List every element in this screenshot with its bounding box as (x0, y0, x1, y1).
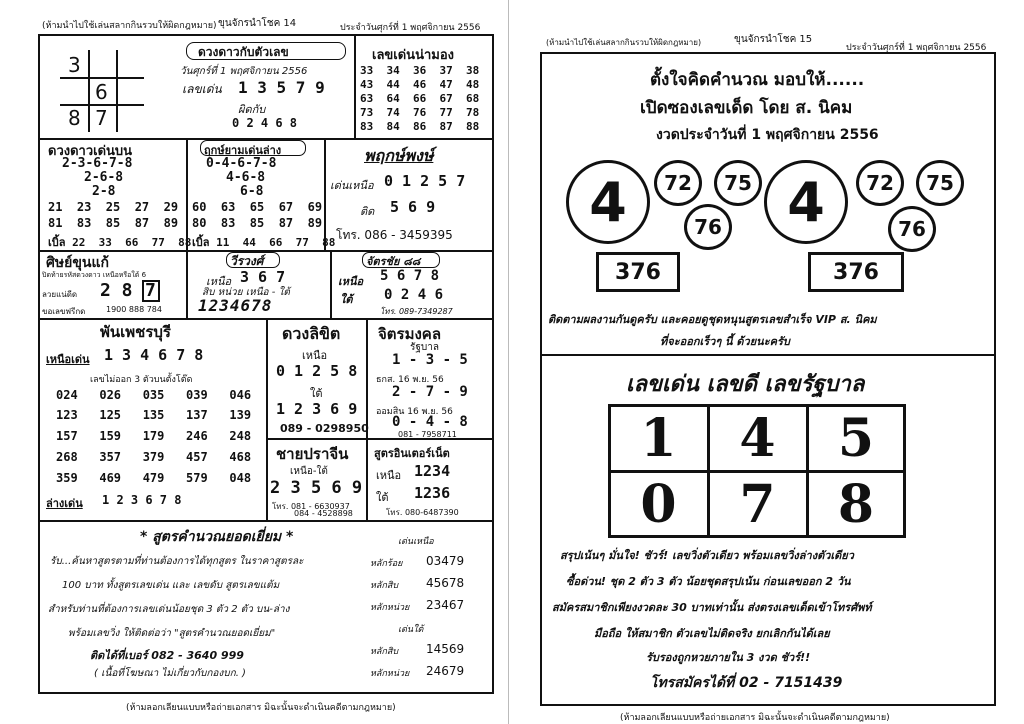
grid-digit: 7 (739, 473, 776, 535)
jit-sub: รัฐบาล (410, 342, 439, 353)
apply-label: โทรสมัครได้ที่ 02 - 7151439 (650, 675, 843, 691)
sut-over-label: เหนือ (376, 469, 402, 482)
formula-over-row-value: 23467 (426, 598, 465, 612)
chai-tel1: โทร. 081 - 6630937 (272, 502, 350, 511)
jit-date: ธกส. 16 พ.ย. 56 (376, 375, 444, 385)
number-circle: 76 (888, 206, 936, 252)
intro-line: งวดประจำวันที่ 1 พฤศจิกายน 2556 (656, 127, 879, 143)
right-header-date: ประจำวันศุกร์ที่ 1 พฤศจิกายน 2556 (846, 43, 987, 53)
duang-tel: 089 - 0298950 (280, 422, 369, 435)
left-header-note: (ห้ามนำไปใช้เล่นสลากกินรวบให้ผิดกฎหมาย) (42, 21, 217, 31)
watch-title: เลขเด่นน่ามอง (372, 48, 454, 63)
wirawong-big: 1234678 (198, 296, 273, 315)
number-circle: 76 (684, 204, 732, 250)
formula-line: ติดได้ที่เบอร์ 082 - 3640 999 (90, 649, 244, 662)
formula-under-row-value: 14569 (426, 642, 465, 656)
summary-line: ซื้อด่วน! ชุด 2 ตัว 3 ตัว น้อยชุดสรุปเน้น ก่อนเลขออก 2 วัน (566, 575, 851, 588)
wirawong-mix: สิบ หน่วย เหนือ - ใต้ (202, 287, 290, 298)
formula-line: สำหรับท่านที่ต้องการเลขเด่นน้อยชุด 3 ตัว 2 ตัว บน-ล่าง (48, 604, 290, 615)
jit-line: 1 - 3 - 5 (392, 352, 468, 368)
duang-under-label: ใต้ (310, 387, 323, 400)
phan-foot-nums: 1 2 3 6 7 8 (102, 493, 182, 507)
lower-line: 6-8 (240, 184, 264, 199)
follow-line: ติดตามผลงานกันดูครับ และคอยดูชุดหนุนสูตรเลขสำเร็จ VIP ส. นิคม (548, 313, 877, 326)
sut-under-nums: 1236 (414, 484, 451, 502)
jit-date: ออมสิน 16 พ.ย. 56 (376, 407, 453, 417)
phan-row: 123 125 135 137 139 (56, 408, 252, 422)
magic-cell: 7 (95, 106, 108, 130)
sut-over-nums: 1234 (414, 462, 451, 480)
pruet-over-nums: 0 1 2 5 7 (384, 172, 466, 190)
formula-over-row-label: หลักหน่วย (370, 603, 410, 613)
magic-cell: 6 (95, 80, 108, 104)
summary-line: สมัครสมาชิกเพียงงวดละ 30 บาทเท่านั้น ส่งตรงเลขเด็ดเข้าโทรศัพท์ (552, 601, 872, 614)
duang-title: ดวงลิขิต (282, 324, 341, 343)
star-date: วันศุกร์ที่ 1 พฤศจิกายน 2556 (180, 66, 308, 77)
chai-title: ชายปราจีน (276, 445, 349, 463)
jit-tel: 081 - 7958711 (398, 430, 457, 439)
upper-line: 2-6-8 (84, 170, 124, 185)
sisyai-label: ลวยแน่ดีด (42, 290, 78, 299)
lower-row: 80 83 85 87 89 (192, 216, 323, 230)
number-box: 376 (596, 252, 680, 292)
right-header-title: ขุนจักรนำโชค 15 (734, 34, 813, 45)
grid-digit: 1 (640, 407, 677, 469)
magic-cell: 8 (68, 106, 81, 130)
lower-line: 0-4-6-7-8 (206, 156, 277, 171)
number-circle: 72 (856, 160, 904, 206)
upper-row: 21 23 25 27 29 (48, 200, 179, 214)
formula-over-row-value: 03479 (426, 554, 465, 568)
number-circle: 75 (714, 160, 762, 206)
star-play-label: เลขเด่น (182, 82, 222, 96)
sisyai-phone: 1900 888 784 (106, 305, 162, 314)
right-footer: (ห้ามลอกเลียนแบบหรือถ่ายเอกสาร มิฉะนั้นจะดำเนินคดีตามกฎหมาย) (620, 713, 890, 723)
star-play-nums: 1 3 5 7 9 (238, 78, 325, 97)
upper-foot: เบิ้ล 22 33 66 77 88 (48, 236, 192, 249)
jattra-over-nums: 5 6 7 8 (380, 268, 440, 284)
upper-row: 81 83 85 87 89 (48, 216, 179, 230)
summary-line: มือถือ ให้สมาชิก ตัวเลขไม่ติดจริง ยกเลิกกันได้เลย (594, 627, 830, 640)
grid-digit: 4 (739, 407, 776, 469)
lower-title: ฤกษ์ยามเด่นล่าง (204, 144, 282, 157)
upper-line: 2-3-6-7-8 (62, 156, 133, 171)
phan-foot-label: ล่างเด่น (46, 497, 83, 510)
sisyai-box-num: 7 (145, 280, 156, 301)
formula-line: ( เนื้อที่โฆษณา ไม่เกี่ยวกับกองบก. ) (94, 668, 246, 679)
wirawong-over-label: เหนือ (206, 275, 232, 288)
grid-digit: 5 (837, 407, 875, 469)
duang-over-nums: 0 1 2 5 8 (276, 362, 358, 380)
formula-line: รับ...ค้นหาสูตรตามที่ท่านต้องการได้ทุกสูตร ในราคาสูตรละ (50, 556, 304, 567)
jit-line: 0 - 4 - 8 (392, 414, 468, 430)
watch-row: 83 84 86 87 88 (360, 120, 480, 133)
phan-note: เลขไม่ออก 3 ตัวบนตั้งโต๊ด (90, 375, 193, 385)
formula-line: พร้อมเลขวิ่ง ให้ติดต่อว่า "สูตรคำนวณยอดเยี่ยม" (68, 628, 276, 639)
formula-under-label: เด่นใต้ (398, 625, 424, 635)
formula-title: * สูตรคำนวณยอดเยี่ยม * (140, 529, 294, 545)
formula-under-row-label: หลักหน่วย (370, 669, 410, 679)
left-header-date: ประจำวันศุกร์ที่ 1 พฤศจิกายน 2556 (340, 23, 481, 33)
big-digit-circle: 4 (764, 160, 848, 244)
watch-row: 43 44 46 47 48 (360, 78, 480, 91)
upper-line: 2-8 (92, 184, 116, 199)
chai-over-label: เหนือ-ใต้ (290, 466, 328, 477)
duang-over-label: เหนือ (302, 349, 328, 362)
duang-under-nums: 1 2 3 6 9 (276, 400, 358, 418)
right-header-note: (ห้ามนำไปใช้เล่นสลากกินรวบให้ผิดกฎหมาย) (546, 38, 702, 47)
number-box: 376 (808, 252, 904, 292)
summary-line: รับรองถูกหวยภายใน 3 งวด ชัวร์!! (646, 651, 811, 664)
chai-nums: 2 3 5 6 9 (270, 478, 363, 498)
jattra-under-label: ใต้ (340, 293, 353, 306)
lower-line: 4-6-8 (226, 170, 266, 185)
jattra-over-label: เหนือ (338, 275, 364, 288)
pruet-stick-nums: 5 6 9 (390, 198, 436, 216)
sisyai-note: ปิดท้ายรหัสดวงดาว เหนือหรือใต้ 6 (42, 271, 147, 279)
sut-under-label: ใต้ (376, 491, 389, 504)
number-circle: 75 (916, 160, 964, 206)
wirawong-title: วีรวงศ์ (230, 254, 264, 268)
page-spine (508, 0, 509, 724)
pruet-over-label: เด่นเหนือ (330, 179, 374, 192)
star-pair-label: ผิดกับ (238, 103, 266, 116)
grid-digit: 8 (837, 473, 875, 535)
formula-over-row-label: หลักร้อย (370, 559, 403, 569)
phan-row: 268 357 379 457 468 (56, 450, 252, 464)
pruet-tel: โทร. 086 - 3459395 (336, 228, 453, 242)
jattra-title: จัตรชัย ๘๘ (366, 255, 421, 268)
star-pair-nums: 0 2 4 6 8 (232, 116, 298, 130)
watch-row: 73 74 76 77 78 (360, 106, 480, 119)
formula-under-row-value: 24679 (426, 664, 465, 678)
jattra-tel: โทร. 089-7349287 (380, 307, 453, 316)
formula-over-row-label: หลักสิบ (370, 581, 399, 591)
pruet-title: พฤกษ์พงษ์ (364, 146, 434, 165)
phan-title: พันเพชรบุรี (100, 323, 171, 341)
lower-foot: เบิ้ล 11 44 66 77 88 (192, 236, 336, 249)
jit-title: จิตรมงคล (378, 325, 442, 343)
sisyai-nums: 2 8 (100, 280, 133, 301)
star-title: ดวงดาวกับตัวเลข (198, 45, 289, 59)
sisyai-free: ขอเลขฟรีกด (42, 307, 86, 316)
formula-under-row-label: หลักสิบ (370, 647, 399, 657)
jattra-under-nums: 0 2 4 6 (384, 287, 444, 303)
phan-over-label: เหนือเด่น (46, 353, 90, 366)
grid-digit: 0 (640, 473, 677, 535)
sut-tel: โทร. 080-6487390 (386, 508, 459, 517)
wirawong-over-nums: 3 6 7 (240, 268, 286, 286)
lek-title: เลขเด่น เลขดี เลขรัฐบาล (626, 372, 865, 397)
lower-row: 60 63 65 67 69 (192, 200, 323, 214)
jit-line: 2 - 7 - 9 (392, 384, 468, 400)
big-digit-circle: 4 (566, 160, 650, 244)
watch-row: 33 34 36 37 38 (360, 64, 480, 77)
phan-row: 359 469 479 579 048 (56, 471, 252, 485)
formula-line: 100 บาท ทั้งสูตรเลขเด่น และ เลขดับ สูตรเลขแต้ม (62, 580, 280, 591)
phan-row: 024 026 035 039 046 (56, 388, 252, 402)
intro-line: ตั้งใจคิดคำนวณ มอบให้...... (650, 70, 865, 90)
number-circle: 72 (654, 160, 702, 206)
formula-over-row-value: 45678 (426, 576, 465, 590)
upper-title: ดวงดาวเด่นบน (48, 144, 133, 159)
phan-over-nums: 1 3 4 6 7 8 (104, 346, 204, 364)
summary-line: สรุปเน้นๆ มั่นใจ! ชัวร์! เลขวิ่งตัวเดียว พร้อมเลขวิ่งล่างตัวเดียว (560, 549, 854, 562)
intro-line: เปิดซองเลขเด็ด โดย ส. นิคม (640, 98, 853, 118)
watch-row: 63 64 66 67 68 (360, 92, 480, 105)
sisyai-title: ศิษย์ขุนแก้ (46, 255, 109, 271)
pruet-stick-label: ติด (360, 205, 375, 218)
left-footer: (ห้ามลอกเลียนแบบหรือถ่ายเอกสาร มิฉะนั้นจะดำเนินคดีตามกฎหมาย) (126, 703, 396, 713)
phan-row: 157 159 179 246 248 (56, 429, 252, 443)
formula-over-label: เด่นเหนือ (398, 537, 434, 547)
magic-cell: 3 (68, 53, 81, 77)
sut-title: สูตรอินเตอร์เน็ต (374, 447, 450, 460)
follow-line: ที่จะออกเร็วๆ นี้ ด้วยนะครับ (660, 335, 790, 348)
left-header-title: ขุนจักรนำโชค 14 (218, 18, 297, 29)
chai-tel2: 084 - 4528898 (294, 509, 353, 518)
